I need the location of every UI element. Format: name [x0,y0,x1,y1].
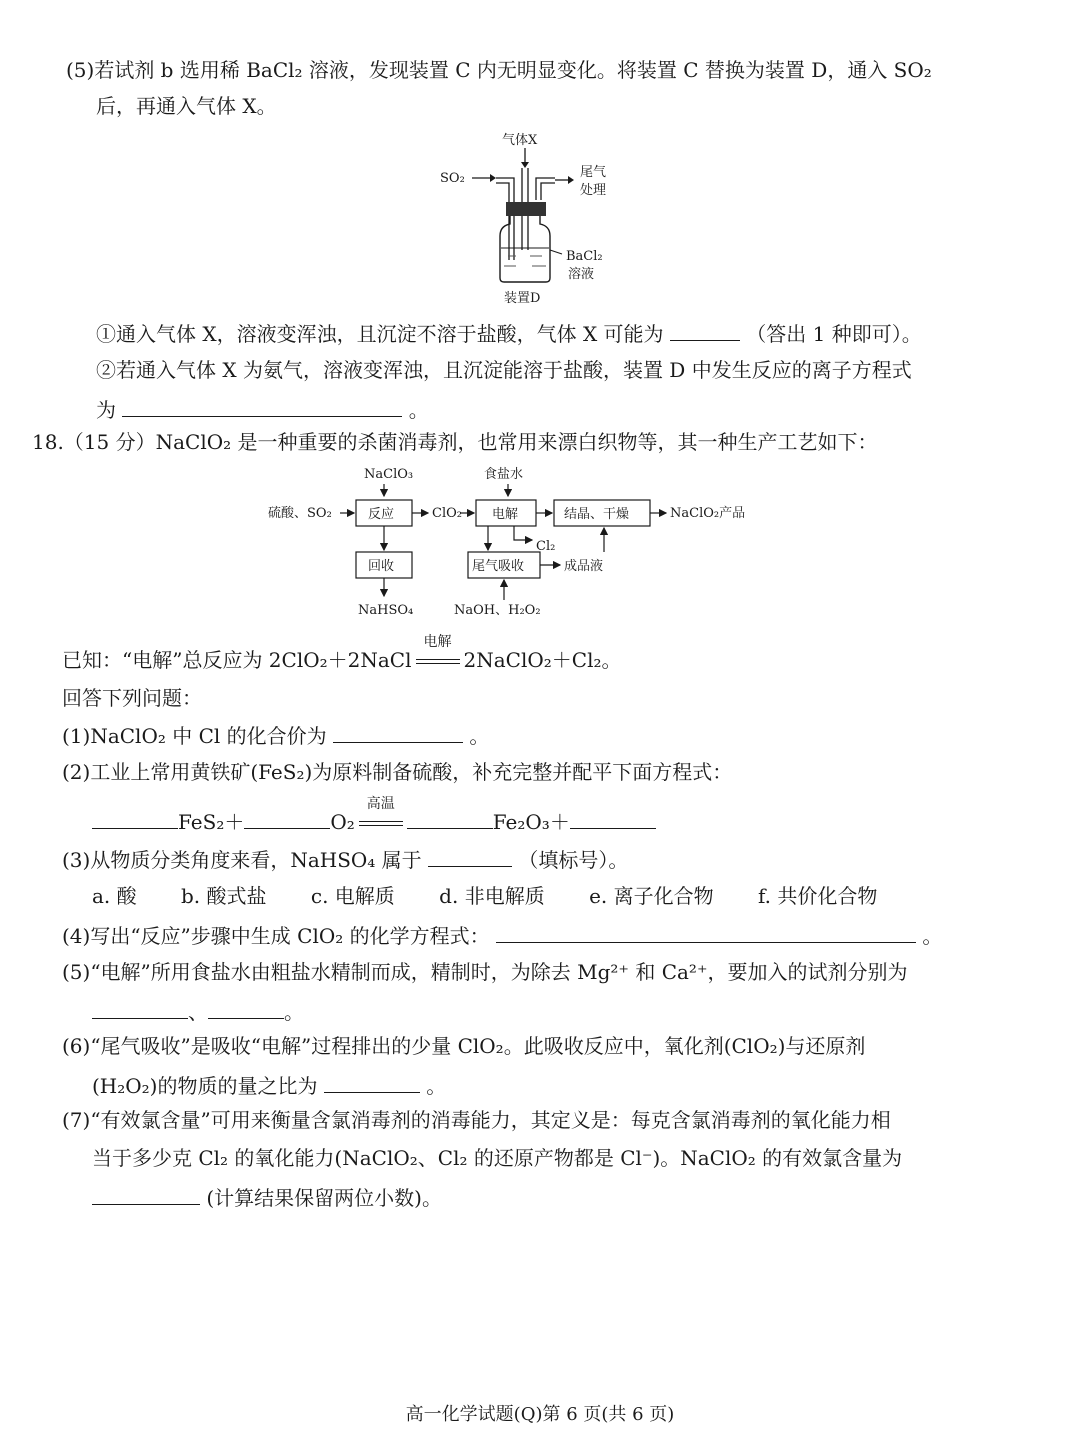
flow-electrolysis: 电解 [492,507,519,522]
solution-label: 溶液 [568,267,595,282]
q18-6-text: (H₂O₂)的物质的量之比为 [92,1074,318,1098]
q17-5-sub2-line1: ②若通入气体 X 为氨气，溶液变浑浊，且沉淀能溶于盐酸，装置 D 中发生反应的离子方程式 [96,358,912,382]
q18-3-options [92,882,915,910]
q17-5-line2: 后，再通入气体 X。 [96,94,277,118]
answer-blank[interactable] [244,806,330,829]
flow-nahso4: NaHSO₄ [358,603,414,618]
gas-x-label: 气体X [502,133,538,148]
q18-4-end: 。 [922,924,943,948]
q18-7-tail: (计算结果保留两位小数)。 [206,1186,442,1210]
equation-sign [355,796,407,836]
equation-sign [412,634,464,674]
flow-react: 反应 [368,507,395,522]
answer-blank[interactable] [92,806,178,829]
q18-1-end: 。 [469,724,490,748]
option-d: d. 非电解质 [439,884,545,908]
q18-intro: 18.（15 分）NaClO₂ 是一种重要的杀菌消毒剂，也常用来漂白织物等，其一种生产工艺如下： [32,430,878,454]
page-footer: 高一化学试题(Q)第 6 页(共 6 页) [405,1404,675,1425]
q18-7-line1: (7)“有效氯含量”可用来衡量含氯消毒剂的消毒能力，其定义是：每克含氯消毒剂的氧化能力相 [62,1108,891,1132]
q18-5-line2 [92,996,304,1026]
q17-5-sub1 [96,318,922,348]
answer-blank[interactable] [670,318,740,341]
flow-clo2: ClO₂ [432,506,462,521]
q17-5-sub2-end: 。 [408,398,429,422]
q18-1-text: (1)NaClO₂ 中 Cl 的化合价为 [62,724,327,748]
known-left: 已知：“电解”总反应为 2ClO₂＋2NaCl [62,648,412,672]
q18-6-line1: (6)“尾气吸收”是吸收“电解”过程排出的少量 ClO₂。此吸收反应中，氧化剂(ClO₂)与还原剂 [62,1034,866,1058]
answer-blank[interactable] [570,806,656,829]
device-d-label: 装置D [504,291,541,306]
q18-2: (2)工业上常用黄铁矿(FeS₂)为原料制备硫酸，补充完整并配平下面方程式： [62,760,733,784]
flow-brine: 食盐水 [484,467,524,482]
q18-6-end: 。 [426,1074,447,1098]
answer-blank[interactable] [122,394,402,417]
option-f: f. 共价化合物 [757,884,878,908]
q18-5-line1: (5)“电解”所用食盐水由粗盐水精制而成，精制时，为除去 Mg²⁺ 和 Ca²⁺，要加入的试剂分别为 [62,960,908,984]
q18-5-end: 。 [284,1000,304,1024]
q18-7-line2: 当于多少克 Cl₂ 的氧化能力(NaClO₂、Cl₂ 的还原产物都是 Cl⁻)。NaClO₂ 的有效氯含量为 [92,1146,903,1170]
q17-5-sub1-text: ①通入气体 X，溶液变浑浊，且沉淀不溶于盐酸，气体 X 可能为 [96,322,664,346]
flow-cl2: Cl₂ [536,539,556,554]
q18-2-equation [92,796,656,836]
answer-blank[interactable] [324,1070,420,1093]
answer-blank[interactable] [428,844,512,867]
flow-finished-liquid: 成品液 [564,559,604,574]
flow-crystal: 结晶、干燥 [564,507,630,522]
so2-label: SO₂ [440,171,465,186]
q17-5-sub2-line2 [96,394,429,424]
q17-5-line1: (5)若试剂 b 选用稀 BaCl₂ 溶液，发现装置 C 内无明显变化。将装置 C 替换为装置 D，通入 SO₂ [66,58,932,82]
option-e: e. 离子化合物 [589,884,714,908]
answer-prompt: 回答下列问题： [62,686,202,710]
q18-3 [62,844,628,874]
flow-tail-absorb: 尾气吸收 [472,559,525,574]
flow-recycle: 回收 [368,559,395,574]
q17-5-sub2-prefix: 为 [96,398,116,422]
eq-condition: 高温 [366,796,395,812]
option-a: a. 酸 [92,884,137,908]
tail-gas-label-1: 尾气 [580,165,607,180]
q18-4 [62,920,942,950]
known-condition: 电解 [423,634,452,650]
flow-product: NaClO₂产品 [670,506,746,521]
answer-blank[interactable] [92,996,188,1019]
answer-blank[interactable] [407,806,493,829]
flow-acid-so2: 硫酸、SO₂ [268,506,332,521]
apparatus-d-diagram [430,120,650,310]
known-right: 2NaClO₂＋Cl₂。 [463,648,622,672]
eq-fes2: FeS₂＋ [178,810,245,834]
process-flow-diagram [260,460,780,625]
q18-1 [62,720,489,750]
q18-5-separator: 、 [188,1000,208,1024]
answer-blank[interactable] [92,1182,200,1205]
tail-gas-label-2: 处理 [580,183,607,198]
flow-naoh-h2o2: NaOH、H₂O₂ [454,603,541,618]
answer-blank[interactable] [208,996,284,1019]
stopper [506,202,546,216]
q18-3-text: (3)从物质分类角度来看，NaHSO₄ 属于 [62,848,422,872]
option-b: b. 酸式盐 [181,884,267,908]
bacl2-label: BaCl₂ [566,249,603,264]
eq-o2: O₂ [330,810,355,834]
q18-6-line2 [92,1070,446,1100]
q18-known [62,634,622,674]
flow-naclo3: NaClO₃ [364,467,414,482]
eq-fe2o3: Fe₂O₃＋ [492,810,570,834]
q18-3-tail: （填标号）。 [518,848,629,872]
q18-7-line3 [92,1182,442,1212]
q18-4-text: (4)写出“反应”步骤中生成 ClO₂ 的化学方程式： [62,924,490,948]
option-c: c. 电解质 [310,884,395,908]
gas-washing-bottle [500,216,550,282]
answer-blank[interactable] [333,720,463,743]
q17-5-sub1-tail: （答出 1 种即可）。 [746,322,922,346]
answer-blank[interactable] [496,920,916,943]
